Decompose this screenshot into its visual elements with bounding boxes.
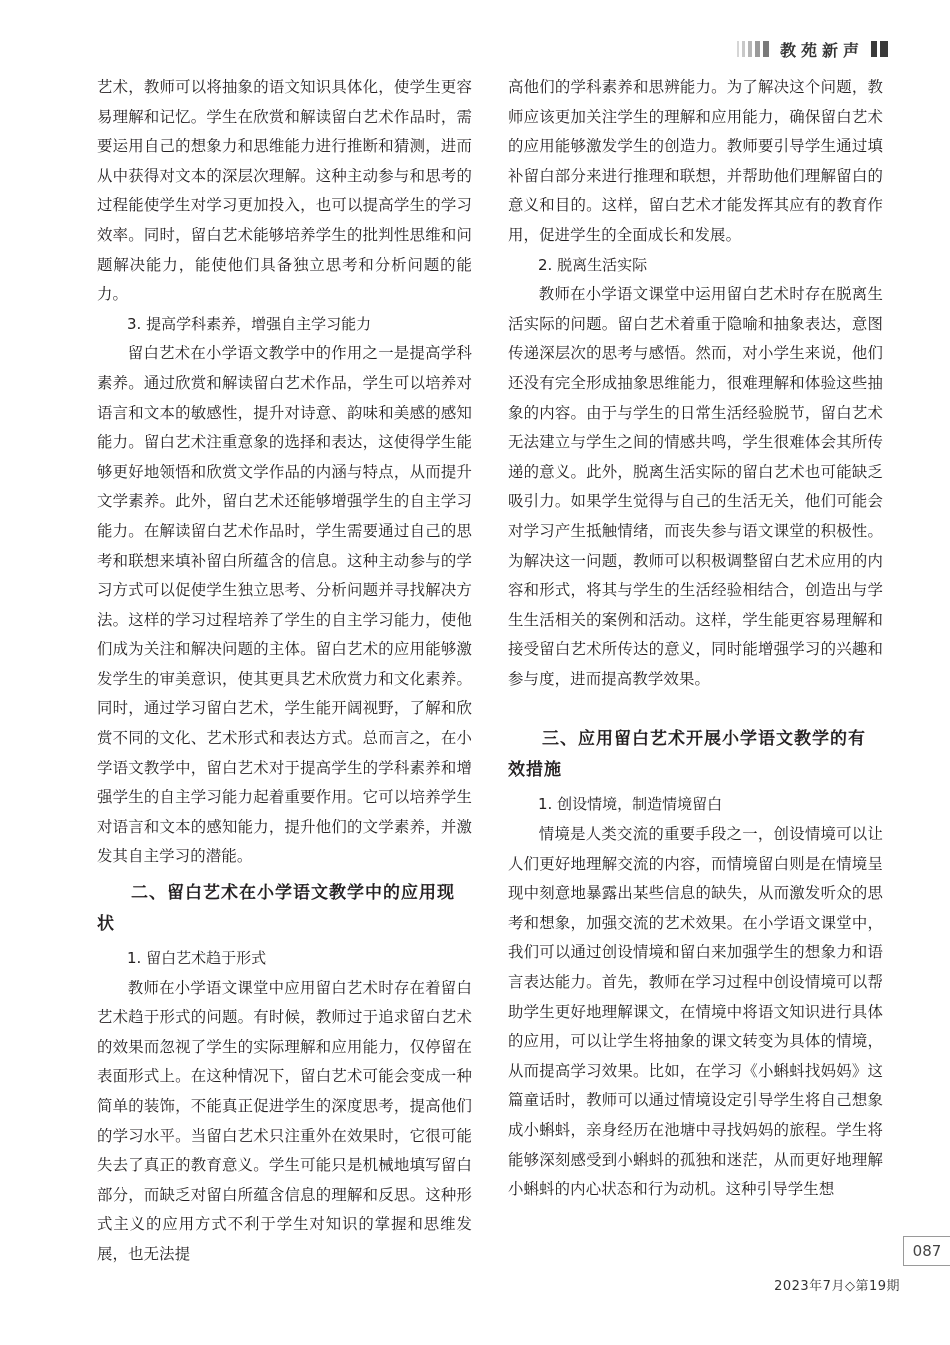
header-decor-bars-left (737, 41, 772, 57)
page-number: 087 (903, 1236, 950, 1266)
section-name: 教苑新声 (779, 40, 864, 60)
paragraph: 情境是人类交流的重要手段之一，创设情境可以让人们更好地理解交流的内容，而情境留白则是在情境呈现中刻意地暴露出某些信息的缺失，从而激发听众的思考和想象，加强交流的艺术效果。在小学语文课堂中，我们可以通过创设情境和留白来加强学生的想象力和语言表达能力。首先，教师在学习过程中创设情境可以帮助学生更好地理解课文，在情境中将语文知识进行具体的应用，可以让学生将抽象的课文转变为具体的情境，从而提高学习效果。比如，在学习《小蝌蚪找妈妈》这篇童话时，教师可以通过情境设定引导学生将自己想象成小蝌蚪，亲身经历在池塘中寻找妈妈的旅程。学生将能够深刻感受到小蝌蚪的孤独和迷茫，从而更好地理解小蝌蚪的内心状态和行为动机。这种引导学生想 (508, 825, 883, 1199)
paragraph: 高他们的学科素养和思辨能力。为了解决这个问题，教师应该更加关注学生的理解和应用能力，确保留白艺术的应用能够激发学生的创造力。教师要引导学生通过填补留白部分来进行推理和联想，并帮助他们理解留白的意义和目的。这样，留白艺术才能发挥其应有的教育作用，促进学生的全面成长和发展。 (508, 78, 883, 244)
paragraph: 艺术，教师可以将抽象的语文知识具体化，使学生更容易理解和记忆。学生在欣赏和解读留白艺术作品时，需要运用自己的想象力和思维能力进行推断和猜测，进而从中获得对文本的深层次理解。这种主动参与和思考的过程能使学生对学习更加投入，也可以提高学生的学习效率。同时，留白艺术能够培养学生的批判性思维和问题解决能力，能使他们具备独立思考和分析问题的能力。 (97, 78, 472, 304)
issue-info: 2023年7月◇第19期 (774, 1279, 900, 1294)
paragraph: 留白艺术在小学语文教学中的作用之一是提高学科素养。通过欣赏和解读留白艺术作品，学生可以培养对语言和文本的敏感性，提升对诗意、韵味和美感的感知能力。留白艺术注重意象的选择和表达，这使得学生能够更好地领悟和欣赏文学作品的内涵与特点，从而提升文学素养。此外，留白艺术还能够增强学生的自主学习能力。在解读留白艺术作品时，学生需要通过自己的思考和联想来填补留白所蕴含的信息。这种主动参与的学习方式可以促使学生独立思考、分析问题并寻找解决方法。这样的学习过程培养了学生的自主学习能力，使他们成为关注和解决问题的主体。留白艺术的应用能够激发学生的审美意识，使其更具艺术欣赏力和文化素养。同时，通过学习留白艺术，学生能开阔视野，了解和欣赏不同的文化、艺术形式和表达方式。总而言之，在小学语文教学中，留白艺术对于提高学生的学科素养和增强学生的自主学习能力起着重要作用。它可以培养学生对语言和文本的感知能力，提升他们的文学素养，并激发其自主学习的潜能。 (97, 344, 472, 866)
right-column (508, 73, 883, 1205)
subheading: 1. 创设情境，制造情境留白 (538, 795, 723, 814)
subheading: 3. 提高学科素养，增强自主学习能力 (127, 314, 372, 333)
paragraph: 教师在小学语文课堂中运用留白艺术时存在脱离生活实际的问题。留白艺术着重于隐喻和抽象表达，意图传递深层次的思考与感悟。然而，对小学生来说，他们还没有完全形成抽象思维能力，很难理解和体验这些抽象的内容。由于与学生的日常生活经验脱节，留白艺术无法建立与学生之间的情感共鸣，学生很难体会其所传递的意义。此外，脱离生活实际的留白艺术也可能缺乏吸引力。如果学生觉得与自己的生活无关，他们可能会对学习产生抵触情绪，而丧失参与语文课堂的积极性。为解决这一问题，教师可以积极调整留白艺术应用的内容和形式，将其与学生的生活经验相结合，创造出与学生生活相关的案例和活动。这样，学生能更容易理解和接受留白艺术所传达的意义，同时能增强学习的兴趣和参与度，进而提高教学效果。 (508, 285, 883, 688)
subheading: 1. 留白艺术趋于形式 (127, 949, 267, 968)
header-decor-bars-right (868, 41, 888, 57)
section-heading: 三、应用留白艺术开展小学语文教学的有效措施 (508, 729, 866, 781)
page-header (737, 38, 888, 60)
paragraph: 教师在小学语文课堂中应用留白艺术时存在着留白艺术趋于形式的问题。有时候，教师过于追求留白艺术的效果而忽视了学生的实际理解和应用能力，仅停留在表面形式上。在这种情况下，留白艺术可能会变成一种简单的装饰，不能真正促进学生的深度思考，提高他们的学习水平。当留白艺术只注重外在效果时，它很可能失去了真正的教育意义。学生可能只是机械地填写留白部分，而缺乏对留白所蕴含信息的理解和反思。这种形式主义的应用方式不利于学生对知识的掌握和思维发展，也无法提 (97, 978, 472, 1263)
left-column (97, 73, 472, 1270)
section-heading: 二、留白艺术在小学语文教学中的应用现状 (97, 883, 455, 935)
subheading: 2. 脱离生活实际 (538, 255, 648, 274)
